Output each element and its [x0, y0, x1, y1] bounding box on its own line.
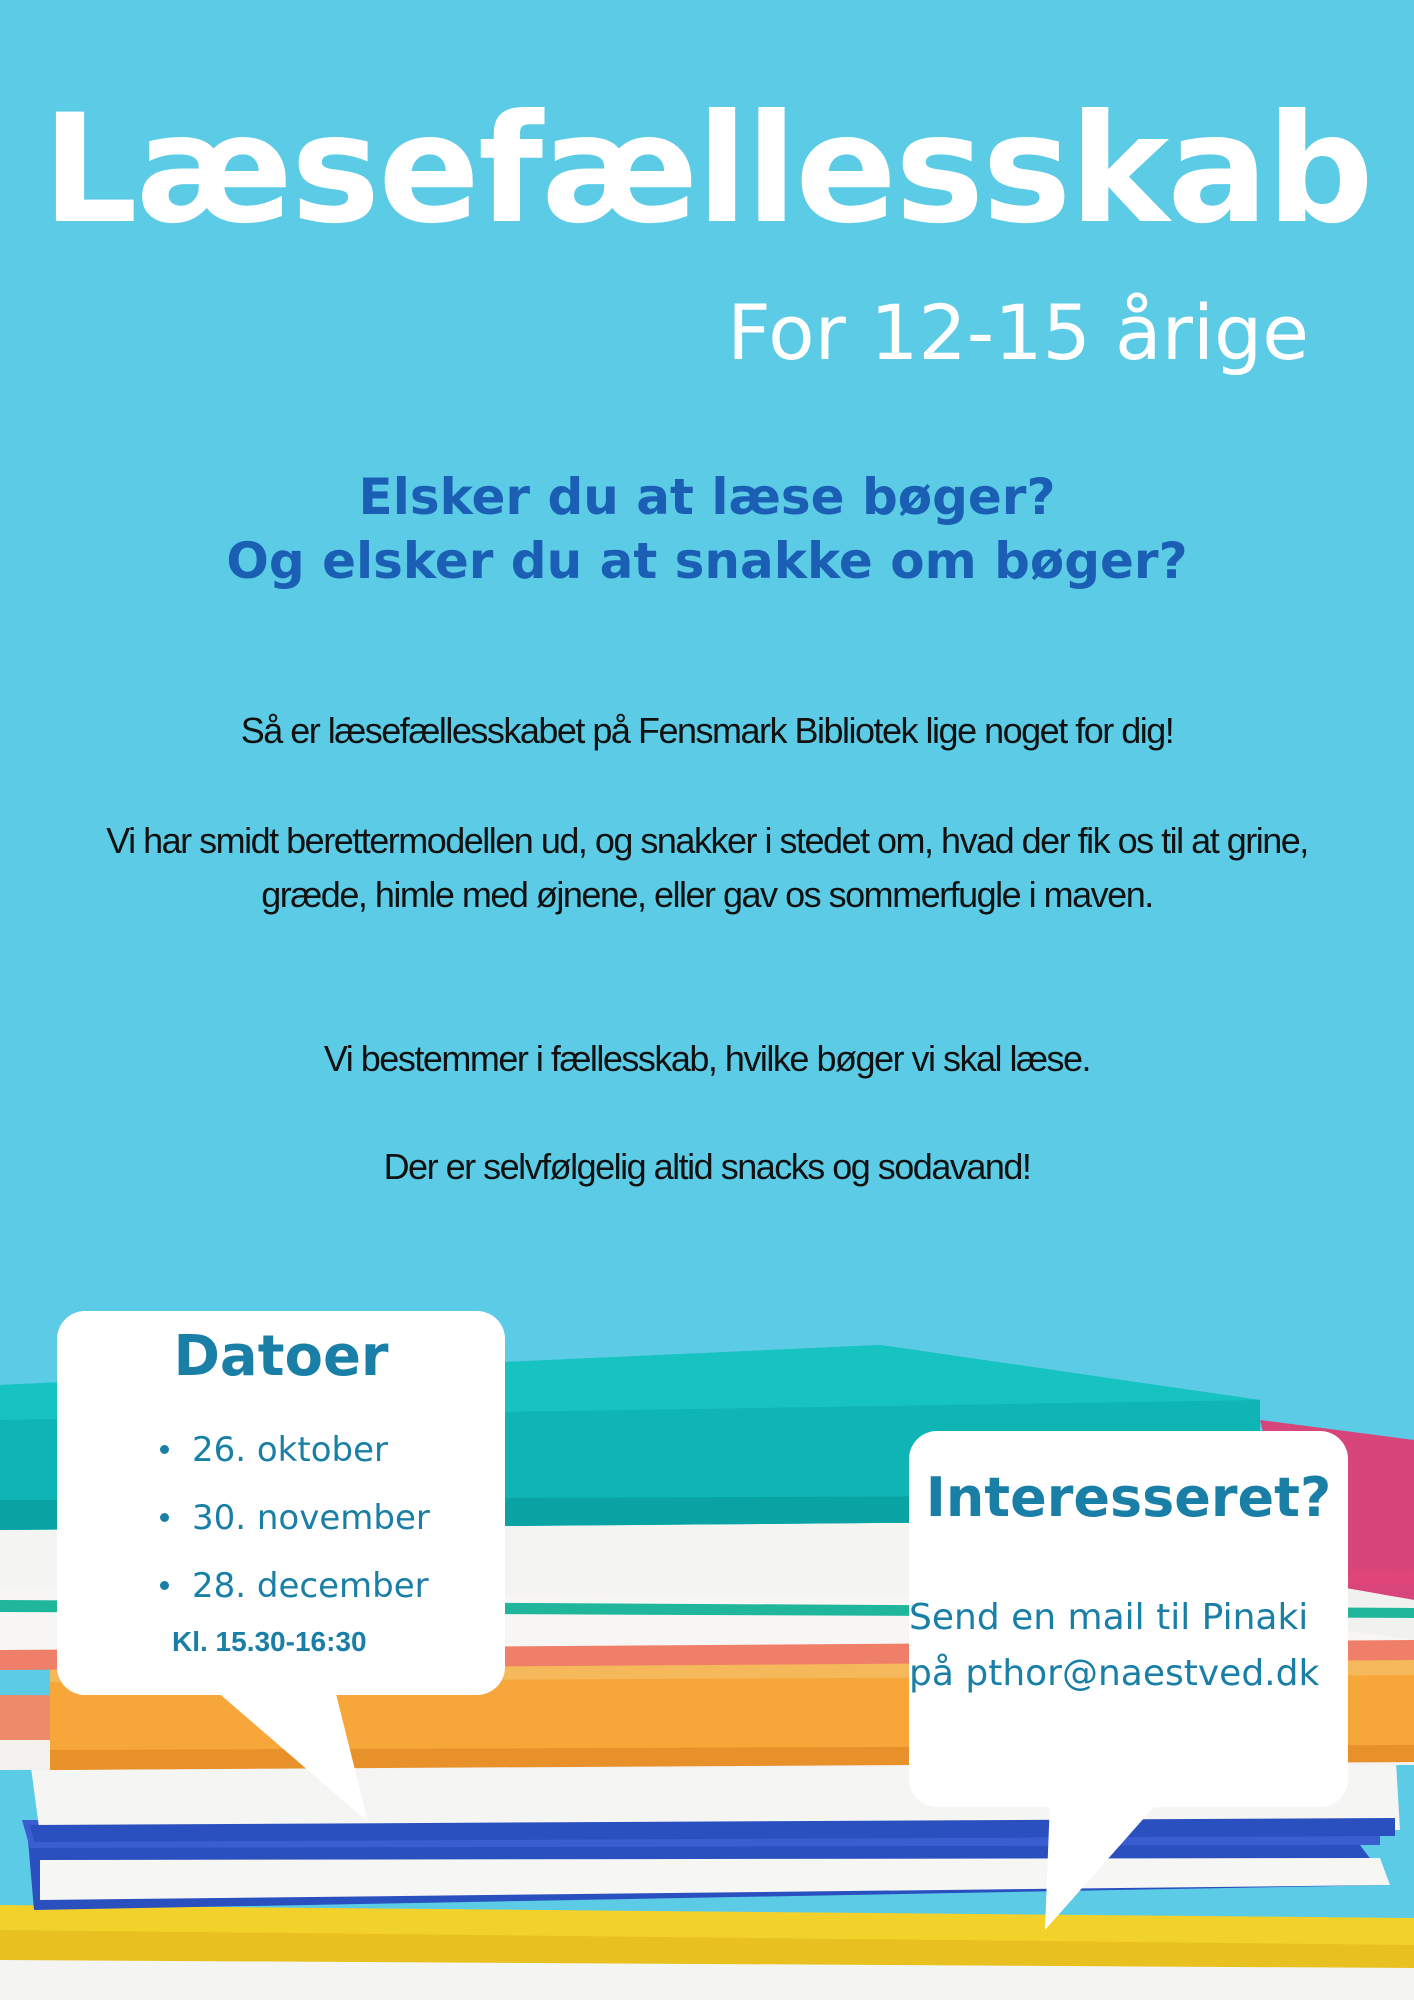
- question-line-2: Og elsker du at snakke om bøger?: [226, 532, 1188, 590]
- date-label: 26. oktober: [192, 1430, 388, 1470]
- question-line-1: Elsker du at læse bøger?: [358, 468, 1056, 526]
- snacks-paragraph: Der er selvfølgelig altid snacks og sodavand!: [383, 1146, 1031, 1187]
- date-item: [150, 1484, 430, 1552]
- selection-paragraph: Vi bestemmer i fællesskab, hvilke bøger vi skal læse.: [323, 1038, 1091, 1079]
- description-paragraph: Vi har smidt berettermodellen ud, og snakker i stedet om, hvad der fik os til at grine, græde, himle med øjnene, eller gav os sommerfugle i maven.: [106, 820, 1308, 915]
- time-label: Kl. 15.30-16:30: [172, 1626, 367, 1657]
- dates-list: [150, 1416, 430, 1620]
- date-label: 28. december: [192, 1566, 429, 1606]
- dates-heading: Datoer: [173, 1324, 389, 1389]
- contact-text: Send en mail til Pinaki på pthor@naestved.dk: [909, 1597, 1320, 1694]
- date-item: [150, 1552, 430, 1620]
- bullet-icon: [160, 1445, 169, 1454]
- date-item: [150, 1416, 430, 1484]
- intro-paragraph: Så er læsefællesskabet på Fensmark Bibliotek lige noget for dig!: [240, 710, 1174, 751]
- bullet-icon: [160, 1581, 169, 1590]
- contact-heading: Interesseret?: [925, 1466, 1332, 1529]
- poster-subtitle: For 12-15 årige: [727, 288, 1309, 377]
- bullet-icon: [160, 1513, 169, 1522]
- poster-title: Læsefællesskab: [42, 83, 1372, 257]
- date-label: 30. november: [192, 1498, 430, 1538]
